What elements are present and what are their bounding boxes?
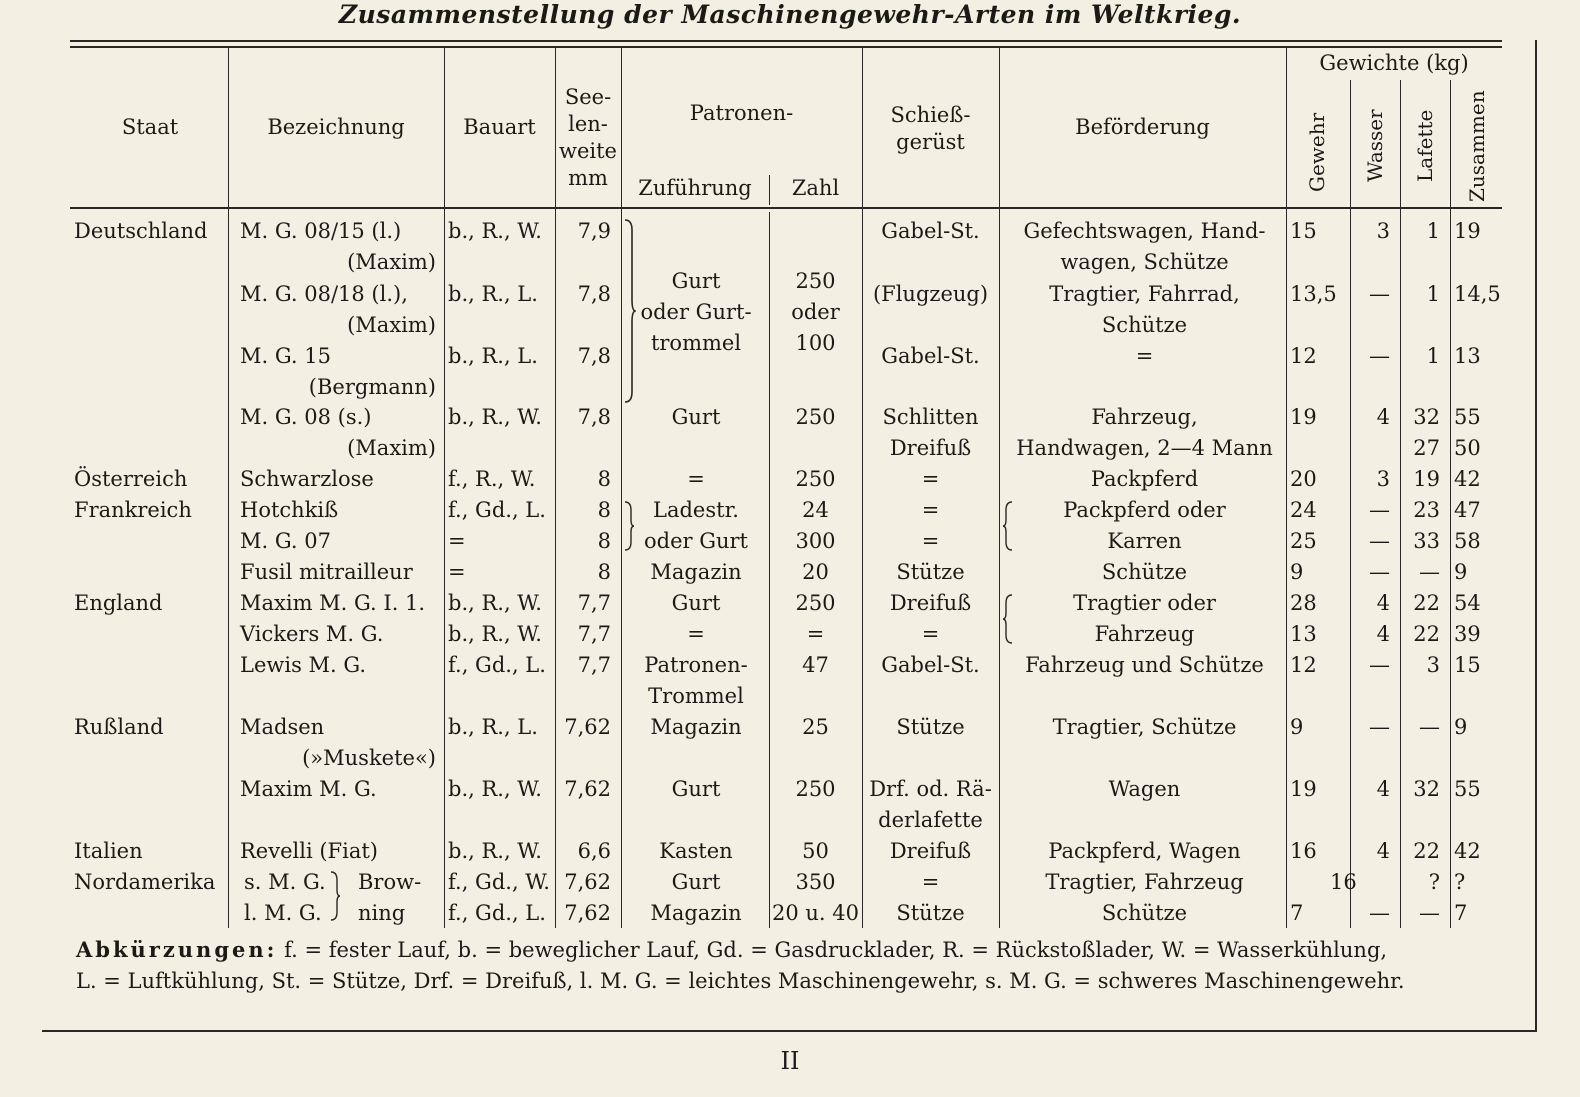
cell-seele: 7,62 <box>564 715 611 739</box>
header-staat: Staat <box>121 115 179 139</box>
cell-bauart: f., Gd., W. <box>448 870 550 894</box>
cell-wasser: — <box>1369 715 1390 739</box>
cell-geruest: = <box>921 870 940 894</box>
cell-bezeichnung: M. G. 07 <box>240 529 331 553</box>
cell-befoerderung: Packpferd <box>1090 467 1199 491</box>
cell-bauart: b., R., L. <box>448 344 538 368</box>
cell-bauart: b., R., L. <box>448 715 538 739</box>
cell-lafette: 32 <box>1413 405 1440 429</box>
cell-zusammen: 9 <box>1454 715 1468 739</box>
cell-zuf: Trommel <box>648 684 744 708</box>
cell-seele: 8 <box>597 560 611 584</box>
cell-geruest: Drf. od. Rä- <box>869 777 992 801</box>
col-sep <box>999 48 1000 928</box>
cell-zuf: Gurt <box>671 870 721 894</box>
cell-seele: 7,62 <box>564 870 611 894</box>
cell-geruest: Dreifuß <box>889 436 972 460</box>
cell-zahl: 250 <box>795 467 836 491</box>
cell-bezeichnung: ning <box>358 901 406 925</box>
cell-geruest: = <box>921 529 940 553</box>
cell-geruest: Gabel-St. <box>881 219 980 243</box>
cell-staat: England <box>74 591 163 615</box>
col-sep <box>1286 48 1287 928</box>
header-bezeichnung: Bezeichnung <box>267 115 405 139</box>
cell-befoerderung: Wagen <box>1108 777 1181 801</box>
page-number: II <box>780 1047 800 1075</box>
cell-bauart: b., R., W. <box>448 591 542 615</box>
cell-zusammen: ? <box>1454 870 1466 894</box>
cell-zuf: Gurt <box>671 591 721 615</box>
cell-bezeichnung: M. G. 15 <box>240 344 331 368</box>
cell-bauart: f., Gd., L. <box>448 901 546 925</box>
abbreviations: Abkürzungen: f. = fester Lauf, b. = beweglicher Lauf, Gd. = Gasdrucklader, R. = Rückstoßlader, W. = Wasserkühlung, L. = Luftkühlung, St. = Stütze, Drf. = Dreifuß, l. M. G. = leichtes Maschinengewehr, s. M. G. = schweres Maschinengewehr. <box>76 937 1405 993</box>
cell-bauart: b., R., W. <box>448 219 542 243</box>
cell-geruest: Schlitten <box>882 405 979 429</box>
cell-zuf: Gurt <box>671 405 721 429</box>
cell-bezeichnung: Fusil mitrailleur <box>240 560 413 584</box>
cell-lafette: 32 <box>1413 777 1440 801</box>
cell-staat: Österreich <box>74 467 188 491</box>
cell-zusammen: 50 <box>1454 436 1481 460</box>
cell-bauart: b., R., L. <box>448 282 538 306</box>
cell-zuf: Gurt <box>671 777 721 801</box>
header-befoerderung: Beförderung <box>1075 115 1210 139</box>
cell-gewehr: 16 <box>1330 870 1357 894</box>
cell-seele: 8 <box>597 467 611 491</box>
cell-bauart: f., R., W. <box>448 467 536 491</box>
cell-zuf: = <box>687 622 705 646</box>
cell-befoerderung: Tragtier, Fahrrad, <box>1049 282 1240 306</box>
cell-zuf: oder Gurt <box>643 529 748 553</box>
cell-bauart: = <box>448 560 466 584</box>
cell-wasser: 3 <box>1376 467 1390 491</box>
cell-bezeichnung: M. G. 08/18 (l.), <box>240 282 408 306</box>
cell-bezeichnung: Madsen <box>240 715 325 739</box>
cell-lafette: 22 <box>1413 839 1440 863</box>
cell-wasser: — <box>1369 282 1390 306</box>
cell-gewehr: 13 <box>1290 622 1317 646</box>
cell-zusammen: 9 <box>1454 560 1468 584</box>
cell-befoerderung: Fahrzeug und Schütze <box>1025 653 1264 677</box>
header-seelenweite: See- len- weite mm <box>559 85 617 190</box>
cell-zusammen: 47 <box>1454 498 1481 522</box>
cell-staat: Nordamerika <box>74 870 216 894</box>
cell-zahl: 250 <box>795 405 836 429</box>
cell-bezeichnung: Vickers M. G. <box>240 622 384 646</box>
cell-zusammen: 54 <box>1454 591 1481 615</box>
cell-seele: 7,8 <box>577 405 611 429</box>
cell-befoerderung: Fahrzeug, <box>1091 405 1198 429</box>
cell-gewehr: 28 <box>1290 591 1317 615</box>
cell-gewehr: 20 <box>1290 467 1317 491</box>
col-sep <box>228 48 229 928</box>
cell-bezeichnung: s. M. G. <box>244 870 326 894</box>
cell-zusammen: 42 <box>1454 467 1481 491</box>
cell-befoerderung: Handwagen, 2—4 Mann <box>1016 436 1273 460</box>
header-gewichte: Gewichte (kg) <box>1319 51 1469 75</box>
cell-bezeichnung: (Maxim) <box>347 250 436 274</box>
cell-lafette: — <box>1419 560 1440 584</box>
cell-bauart: b., R., W. <box>448 405 542 429</box>
header-lafette: Lafette <box>1413 109 1437 182</box>
cell-zahl: 350 <box>795 870 836 894</box>
cell-bezeichnung: (Maxim) <box>347 436 436 460</box>
cell-zusammen: 42 <box>1454 839 1481 863</box>
cell-seele: 7,7 <box>577 622 611 646</box>
cell-zuf: Magazin <box>650 901 742 925</box>
cell-befoerderung: Schütze <box>1101 313 1188 337</box>
cell-befoerderung: Tragtier oder <box>1073 591 1216 615</box>
cell-bezeichnung: M. G. 08/15 (l.) <box>240 219 402 243</box>
cell-seele: 6,6 <box>577 839 611 863</box>
cell-bezeichnung: (Bergmann) <box>308 375 436 399</box>
cell-zusammen: 14,5 <box>1454 282 1501 306</box>
cell-seele: 7,8 <box>577 282 611 306</box>
header-schiessgeruest: Schieß- gerüst <box>890 103 971 154</box>
cell-seele: 8 <box>597 498 611 522</box>
cell-staat: Rußland <box>74 715 164 739</box>
header-patronen: Patronen- <box>689 101 794 125</box>
cell-zusammen: 55 <box>1454 777 1481 801</box>
cell-lafette: 19 <box>1413 467 1440 491</box>
cell-wasser: 4 <box>1376 839 1390 863</box>
cell-zuf: Patronen- <box>644 653 748 677</box>
header-zufuehrung: Zuführung <box>638 176 752 200</box>
cell-lafette: — <box>1419 715 1440 739</box>
cell-gewehr: 12 <box>1290 344 1317 368</box>
cell-lafette: 27 <box>1413 436 1440 460</box>
cell-gewehr: 13,5 <box>1290 282 1337 306</box>
cell-wasser: — <box>1369 529 1390 553</box>
cell-bezeichnung: Maxim M. G. <box>240 777 377 801</box>
col-sep <box>444 48 445 928</box>
cell-wasser: 4 <box>1376 405 1390 429</box>
cell-zuf: Ladestr. <box>653 498 739 522</box>
cell-lafette: 3 <box>1426 653 1440 677</box>
cell-bezeichnung: Maxim M. G. I. 1. <box>240 591 426 615</box>
cell-zusammen: 7 <box>1454 901 1468 925</box>
cell-befoerderung: Tragtier, Schütze <box>1052 715 1237 739</box>
cell-gewehr: 19 <box>1290 405 1317 429</box>
cell-geruest: derlafette <box>878 808 983 832</box>
cell-geruest: Dreifuß <box>889 591 972 615</box>
cell-gewehr: 19 <box>1290 777 1317 801</box>
cell-gewehr: 24 <box>1290 498 1317 522</box>
cell-geruest: = <box>921 498 940 522</box>
cell-zahl: 50 <box>802 839 829 863</box>
cell-wasser: — <box>1369 901 1390 925</box>
cell-seele: 8 <box>597 529 611 553</box>
cell-befoerderung: Tragtier, Fahrzeug <box>1045 870 1244 894</box>
cell-geruest: Stütze <box>896 560 965 584</box>
cell-zahl: 250 <box>795 777 836 801</box>
cell-zuf: Kasten <box>659 839 733 863</box>
header-zahl: Zahl <box>791 176 840 200</box>
cell-zusammen: 58 <box>1454 529 1481 553</box>
cell-geruest: Gabel-St. <box>881 653 980 677</box>
cell-geruest: Gabel-St. <box>881 344 980 368</box>
cell-wasser: 4 <box>1376 777 1390 801</box>
cell-zuf: Magazin <box>650 715 742 739</box>
cell-geruest: = <box>921 622 940 646</box>
cell-wasser: — <box>1369 498 1390 522</box>
page-title: Zusammenstellung der Maschinengewehr-Arten im Weltkrieg. <box>338 0 1242 29</box>
top-rule-inner <box>70 46 1502 48</box>
cell-zuf: = <box>687 467 705 491</box>
cell-gewehr: 12 <box>1290 653 1317 677</box>
cell-staat: Deutschland <box>74 219 208 243</box>
col-sep <box>1350 80 1351 928</box>
cell-bezeichnung: Schwarzlose <box>240 467 374 491</box>
cell-geruest: = <box>921 467 940 491</box>
cell-lafette: ? <box>1428 870 1440 894</box>
cell-gewehr: 9 <box>1290 715 1304 739</box>
cell-geruest: (Flugzeug) <box>872 282 989 306</box>
cell-zahl: 300 <box>795 529 836 553</box>
cell-befoerderung: = <box>1135 344 1154 368</box>
cell-befoerderung: Schütze <box>1101 901 1188 925</box>
cell-bauart: b., R., W. <box>448 839 542 863</box>
cell-wasser: — <box>1369 653 1390 677</box>
cell-lafette: 23 <box>1413 498 1440 522</box>
header-gewehr: Gewehr <box>1305 112 1329 192</box>
cell-staat: Italien <box>74 839 143 863</box>
cell-gewehr: 16 <box>1290 839 1317 863</box>
header-rule <box>70 207 1502 209</box>
cell-befoerderung: Packpferd, Wagen <box>1048 839 1241 863</box>
cell-befoerderung: Schütze <box>1101 560 1188 584</box>
cell-befoerderung: Packpferd oder <box>1063 498 1226 522</box>
cell-lafette: 22 <box>1413 622 1440 646</box>
cell-bezeichnung: Lewis M. G. <box>240 653 367 677</box>
cell-befoerderung: Fahrzeug <box>1094 622 1195 646</box>
cell-zahl: 47 <box>802 653 829 677</box>
cell-gewehr: 7 <box>1290 901 1304 925</box>
cell-lafette: 33 <box>1413 529 1440 553</box>
cell-bezeichnung: l. M. G. <box>244 901 322 925</box>
cell-befoerderung: Karren <box>1107 529 1182 553</box>
cell-zahl: 20 u. 40 <box>772 901 859 925</box>
cell-staat: Frankreich <box>74 498 192 522</box>
cell-zuf: Magazin <box>650 560 742 584</box>
cell-zahl: 20 <box>802 560 829 584</box>
cell-geruest: Stütze <box>896 715 965 739</box>
cell-bezeichnung: Revelli (Fiat) <box>240 839 378 863</box>
cell-gewehr: 9 <box>1290 560 1304 584</box>
cell-seele: 7,7 <box>577 653 611 677</box>
cell-zahl: = <box>806 622 825 646</box>
cell-befoerderung: wagen, Schütze <box>1060 250 1229 274</box>
cell-bezeichnung: M. G. 08 (s.) <box>240 405 372 429</box>
cell-lafette: 22 <box>1413 591 1440 615</box>
cell-lafette: — <box>1419 901 1440 925</box>
header-bauart: Bauart <box>463 115 536 139</box>
cell-seele: 7,62 <box>564 901 611 925</box>
cell-wasser: — <box>1369 344 1390 368</box>
cell-geruest: Dreifuß <box>889 839 972 863</box>
cell-zusammen: 55 <box>1454 405 1481 429</box>
cell-gewehr: 25 <box>1290 529 1317 553</box>
cell-lafette: 1 <box>1426 219 1440 243</box>
cell-bauart: f., Gd., L. <box>448 653 546 677</box>
cell-wasser: 3 <box>1376 219 1390 243</box>
cell-zahl: 250 <box>795 591 836 615</box>
cell-zufuehrung-group: Gurt oder Gurt- trommel <box>640 269 752 355</box>
header-wasser: Wasser <box>1363 109 1387 182</box>
cell-lafette: 1 <box>1426 344 1440 368</box>
cell-befoerderung: Gefechtswagen, Hand- <box>1023 219 1266 243</box>
cell-bauart: b., R., W. <box>448 622 542 646</box>
cell-zahl-group: 250 oder 100 <box>791 269 840 355</box>
cell-wasser: 4 <box>1376 622 1390 646</box>
cell-zusammen: 19 <box>1454 219 1481 243</box>
cell-zahl: 25 <box>802 715 829 739</box>
cell-bauart: = <box>448 529 466 553</box>
cell-seele: 7,62 <box>564 777 611 801</box>
cell-bezeichnung: Brow- <box>358 870 422 894</box>
cell-gewehr: 15 <box>1290 219 1317 243</box>
cell-bauart: b., R., W. <box>448 777 542 801</box>
cell-bezeichnung: (»Muskete«) <box>302 746 436 770</box>
cell-wasser: 4 <box>1376 591 1390 615</box>
cell-zusammen: 15 <box>1454 653 1481 677</box>
group-brace-icon <box>622 218 636 404</box>
cell-lafette: 1 <box>1426 282 1440 306</box>
top-rule <box>70 40 1502 42</box>
cell-zusammen: 39 <box>1454 622 1481 646</box>
cell-geruest: Stütze <box>896 901 965 925</box>
cell-zahl: 24 <box>802 498 829 522</box>
cell-seele: 7,9 <box>577 219 611 243</box>
cell-wasser: — <box>1369 560 1390 584</box>
cell-seele: 7,7 <box>577 591 611 615</box>
col-sep <box>1450 80 1451 928</box>
cell-bauart: f., Gd., L. <box>448 498 546 522</box>
cell-bezeichnung: Hotchkiß <box>240 498 339 522</box>
col-sep <box>1400 80 1401 928</box>
cell-zusammen: 13 <box>1454 344 1481 368</box>
cell-bezeichnung: (Maxim) <box>347 313 436 337</box>
cell-seele: 7,8 <box>577 344 611 368</box>
header-zusammen: Zusammen <box>1465 90 1489 202</box>
